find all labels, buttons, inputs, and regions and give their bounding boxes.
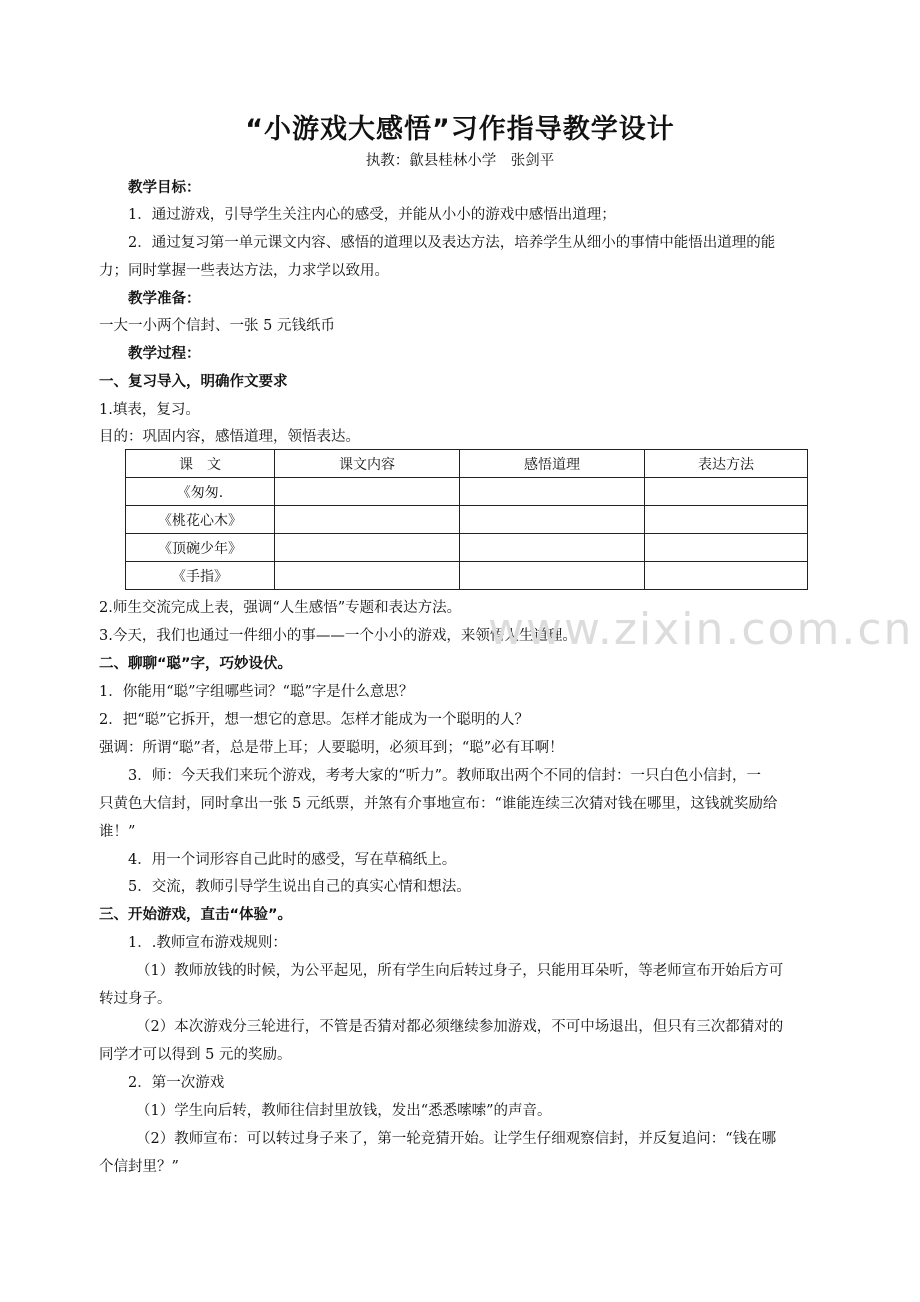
step-3-2: 2．第一次游戏 — [128, 1075, 225, 1091]
table-cell-empty — [275, 562, 460, 590]
document-title: “小游戏大感悟”习作指导教学设计 — [245, 114, 675, 145]
table-cell-lesson: 《桃花心木》 — [126, 506, 275, 534]
table-cell-empty — [275, 534, 460, 562]
prep-heading: 教学准备： — [128, 291, 201, 307]
step-2-4: 4．用一个词形容自己此时的感受，写在草稿纸上。 — [128, 852, 457, 868]
step-2-2: 2．把“聪”它拆开，想一想它的意思。怎样才能成为一个聪明的人？ — [99, 712, 530, 728]
table-header-cell: 感悟道理 — [460, 450, 645, 478]
table-cell-empty — [275, 506, 460, 534]
step-2-3-line-3: 谁！” — [99, 824, 136, 840]
table-cell-empty — [645, 534, 808, 562]
table-cell-empty — [645, 562, 808, 590]
goals-heading: 教学目标： — [128, 180, 201, 196]
table-cell-empty — [460, 478, 645, 506]
step-2-3-line-1: 3．师：今天我们来玩个游戏，考考大家的“听力”。教师取出两个不同的信封：一只白色小信封，一 — [128, 768, 762, 784]
table-row — [126, 478, 808, 506]
table-cell-lesson: 《匆匆. — [126, 478, 275, 506]
step-1-1: 1.填表，复习。 — [99, 402, 200, 418]
author-line: 执教：歙县桂林小学 张剑平 — [365, 153, 555, 169]
goal-1: 1．通过游戏，引导学生关注内心的感受，并能从小小的游戏中感悟出道理； — [128, 207, 616, 223]
goal-2-line-2: 力；同时掌握一些表达方法，力求学以致用。 — [99, 263, 389, 279]
table-cell-empty — [275, 478, 460, 506]
table-header-cell: 课 文 — [126, 450, 275, 478]
step-2-emphasis: 强调：所谓“聪”者，总是带上耳；人要聪明，必须耳到；“聪”必有耳啊！ — [99, 740, 564, 756]
step-2-5: 5．交流，教师引导学生说出自己的真实心情和想法。 — [128, 879, 471, 895]
table-cell-empty — [460, 562, 645, 590]
table-row — [126, 506, 808, 534]
review-table — [125, 449, 808, 590]
table-row — [126, 562, 808, 590]
game-step-1: （1）学生向后转，教师往信封里放钱，发出“悉悉嗦嗦”的声音。 — [136, 1103, 552, 1119]
section-2-heading: 二、聊聊“聪”字，巧妙设伏。 — [99, 656, 293, 672]
watermark: www.zixin.com.cn — [488, 604, 914, 655]
step-2-1: 1．你能用“聪”字组哪些词？“聪”字是什么意思？ — [99, 684, 414, 700]
process-heading: 教学过程： — [128, 346, 201, 362]
table-header-cell: 课文内容 — [275, 450, 460, 478]
prep-text: 一大一小两个信封、一张 5 元钱纸币 — [99, 318, 335, 334]
game-step-2-line-2: 个信封里？” — [99, 1159, 179, 1175]
rule-1-line-2: 转过身子。 — [99, 991, 172, 1007]
table-cell-empty — [645, 478, 808, 506]
game-step-2-line-1: （2）教师宣布：可以转过身子来了，第一轮竞猜开始。让学生仔细观察信封，并反复追问：“钱在哪 — [136, 1131, 777, 1147]
step-3-1: 1．.教师宣布游戏规则： — [128, 935, 287, 951]
section-1-heading: 一、复习导入，明确作文要求 — [99, 374, 288, 390]
goal-2-line-1: 2．通过复习第一单元课文内容、感悟的道理以及表达方法，培养学生从细小的事情中能悟出道理的能 — [128, 235, 776, 251]
table-cell-empty — [460, 506, 645, 534]
table-cell-lesson: 《顶碗少年》 — [126, 534, 275, 562]
table-row — [126, 534, 808, 562]
table-header-row — [126, 450, 808, 478]
section-3-heading: 三、开始游戏，直击“体验”。 — [99, 907, 293, 923]
table-cell-empty — [645, 506, 808, 534]
step-1-3: 3.今天，我们也通过一件细小的事——一个小小的游戏，来领悟人生道理。 — [99, 628, 577, 644]
step-1-2: 2.师生交流完成上表，强调“人生感悟”专题和表达方法。 — [99, 600, 462, 616]
table-cell-lesson: 《手指》 — [126, 562, 275, 590]
step-1-goal: 目的：巩固内容，感悟道理，领悟表达。 — [99, 429, 360, 445]
step-2-3-line-2: 只黄色大信封，同时拿出一张 5 元纸票，并煞有介事地宣布：“谁能连续三次猜对钱在哪里，这钱就奖励给 — [99, 796, 778, 812]
table-cell-empty — [460, 534, 645, 562]
rule-1-line-1: （1）教师放钱的时候，为公平起见，所有学生向后转过身子，只能用耳朵听，等老师宣布开始后方可 — [136, 963, 784, 979]
table-header-cell: 表达方法 — [645, 450, 808, 478]
rule-2-line-2: 同学才可以得到 5 元的奖励。 — [99, 1047, 292, 1063]
rule-2-line-1: （2）本次游戏分三轮进行，不管是否猜对都必须继续参加游戏，不可中场退出，但只有三次都猜对的 — [136, 1019, 784, 1035]
